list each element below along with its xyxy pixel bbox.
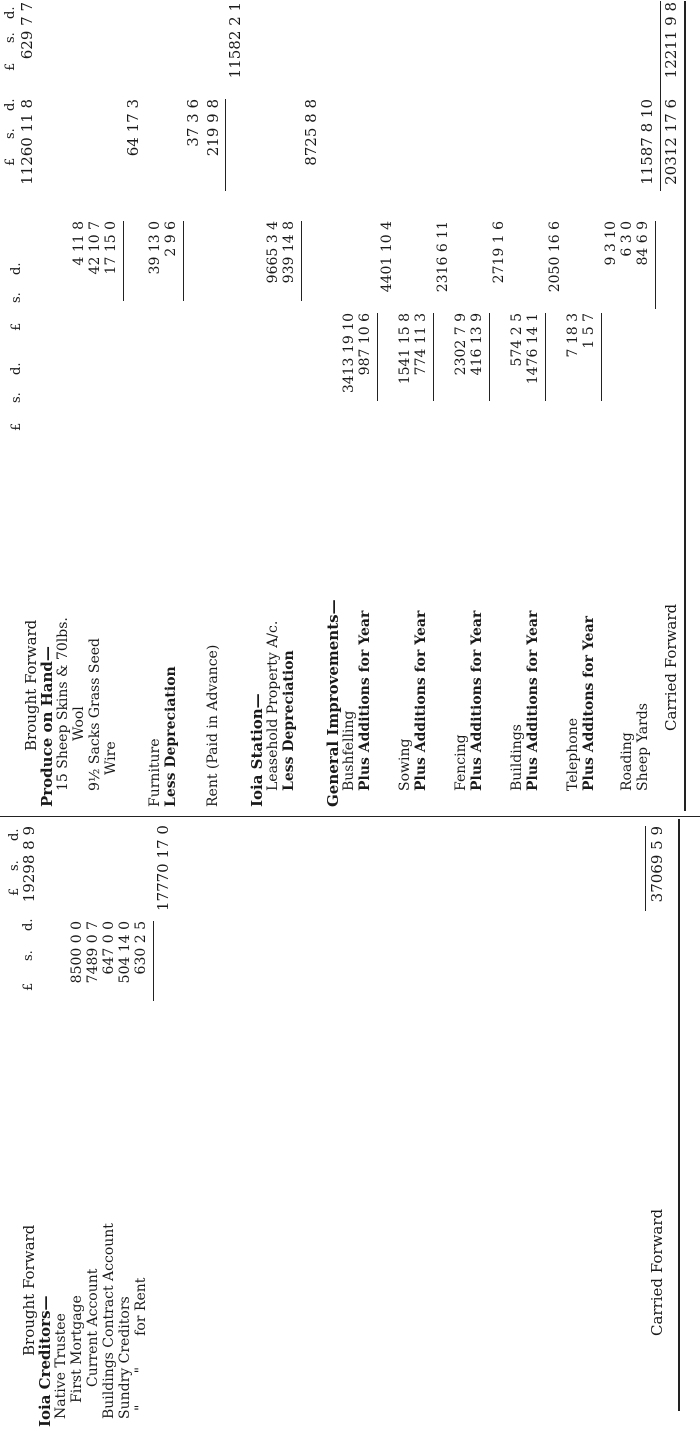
improvement-total: 2050 16 6: [547, 221, 563, 293]
produce-item-label: Wool: [71, 706, 87, 741]
leasehold-label: Leasehold Property A/c.: [265, 620, 281, 791]
station-net: 8725 8 8: [302, 99, 320, 166]
produce-item-amount: 42 10 7: [87, 221, 103, 275]
header-pence-a1: d.: [9, 362, 24, 375]
improvement-plus: 987 10 6: [357, 313, 373, 376]
bottom-rule: [678, 819, 680, 1411]
improvement-base: 574 2 5: [509, 313, 525, 367]
sheep-yards-label: Sheep Yards: [635, 703, 651, 791]
station-heading: Ioia Station—: [248, 693, 266, 807]
roading-label: Roading: [619, 732, 635, 791]
total-rule: [660, 1, 661, 191]
produce-item-amount: 4 11 8: [71, 221, 87, 266]
liability-item-amount: 7489 0 7: [85, 921, 101, 984]
assets-carried-forward-c3: 20312 17 6: [662, 99, 680, 185]
subtotal-rule: [301, 221, 302, 301]
liability-item-amount: 630 2 5: [133, 921, 149, 975]
subtotal-rule: [545, 313, 546, 401]
subtotal-rule: [123, 221, 124, 301]
improvements-heading: General Improvements—: [324, 599, 342, 807]
native-trustee: Native Trustee: [53, 1313, 69, 1419]
sheep-yards-amount: 84 6 9: [635, 221, 651, 266]
improvement-label: Telephone: [565, 717, 581, 791]
header-pence-2: d.: [7, 828, 22, 841]
improvement-plus: 1476 14 1: [525, 313, 541, 385]
improvement-total: 4401 10 4: [379, 221, 395, 293]
liability-item-amount: 647 0 0: [101, 921, 117, 975]
header-shilling-2: s.: [7, 860, 22, 871]
subtotal-rule: [601, 313, 602, 401]
improvement-plus-label: Plus Additons for Year: [581, 615, 597, 791]
rent-amount: 219 9 8: [204, 99, 222, 157]
subtotal-rule: [225, 99, 226, 191]
liability-item-label: Buildings Contract Account: [101, 1223, 117, 1419]
improvement-base: 2302 7 9: [453, 313, 469, 376]
produce-item-amount: 17 15 0: [103, 221, 119, 275]
subtotal-rule: [153, 921, 154, 1001]
liability-item-label: Sundry Creditors: [117, 1296, 133, 1419]
carried-forward-amount: 37069 5 9: [648, 826, 666, 903]
less-depreciation-leasehold: Less Depreciation: [281, 650, 297, 791]
subtotal-rule: [489, 313, 490, 401]
liability-item-label: Current Account: [85, 1268, 101, 1387]
header-pound-a2: £: [9, 322, 24, 331]
assets-brought-forward-c4: 629 7 7: [18, 2, 36, 60]
furniture-depreciation-amount: 2 9 6: [163, 221, 179, 257]
produce-total: 64 17 3: [124, 99, 142, 157]
improvements-total: 11587 8 10: [638, 99, 656, 185]
improvement-plus: 774 11 3: [413, 313, 429, 376]
assets-carried-forward-c4: 12211 9 8: [662, 2, 680, 79]
produce-item-label: 9½ Sacks Grass Seed: [87, 638, 103, 791]
creditors-heading: Ioia Creditors—: [36, 1295, 54, 1427]
less-depreciation-furniture: Less Depreciation: [163, 666, 179, 807]
header-shilling: s.: [21, 950, 36, 961]
assets-brought-forward-c3: 11260 11 8: [18, 99, 36, 185]
subtotal-rule: [377, 313, 378, 401]
improvement-plus: 416 13 9: [469, 313, 485, 376]
subtotal-rule: [183, 221, 184, 301]
improvement-plus-label: Plus Additions for Year: [413, 610, 429, 791]
produce-item-label: 15 Sheep Skins & 70lbs.: [55, 617, 71, 791]
header-pence: d.: [21, 918, 36, 931]
improvement-label: Sowing: [397, 738, 413, 791]
improvement-label: Fencing: [453, 734, 469, 791]
header-pound-a1: £: [9, 422, 24, 431]
leasehold-amount: 9665 3 4: [265, 221, 281, 284]
improvement-total: 9 3 10: [603, 221, 619, 266]
subtotal-rule: [433, 313, 434, 401]
improvement-plus-label: Plus Additions for Year: [469, 610, 485, 791]
improvement-base: 1541 15 8: [397, 313, 413, 385]
header-shilling-a3: s.: [3, 128, 18, 139]
c4-total: 11582 2 1: [226, 2, 244, 79]
header-pence-a4: d.: [3, 6, 18, 19]
furniture-label: Furniture: [147, 738, 163, 807]
improvement-plus-label: Plus Additions for Year: [525, 610, 541, 791]
header-shilling-a1: s.: [9, 392, 24, 403]
header-pence-a2: d.: [9, 262, 24, 275]
header-pound: £: [21, 982, 36, 991]
header-pence-a3: d.: [3, 98, 18, 111]
liability-item-label: " " for Rent: [133, 1277, 149, 1411]
improvement-base: 7 18 3: [565, 313, 581, 358]
liability-item-label: First Mortgage: [69, 1295, 85, 1403]
leasehold-depreciation-amount: 939 14 8: [281, 221, 297, 284]
improvement-total: 2316 6 11: [435, 221, 451, 293]
liability-item-amount: 504 14 0: [117, 921, 133, 984]
assets-carried-forward-label: Carried Forward: [662, 603, 680, 731]
furniture-amount: 39 13 0: [147, 221, 163, 275]
improvement-label: Bushfelling: [341, 710, 357, 791]
improvement-label: Buildings: [509, 724, 525, 791]
produce-item-label: Wire: [103, 741, 119, 775]
brought-forward-amount: 19298 8 9: [20, 826, 38, 903]
total-rule: [645, 826, 646, 911]
column-divider: [0, 816, 700, 817]
bottom-rule: [684, 1, 686, 811]
liability-item-amount: 8500 0 0: [69, 921, 85, 984]
header-shilling-a2: s.: [9, 292, 24, 303]
furniture-net: 37 3 6: [184, 99, 202, 147]
creditors-total: 17770 17 0: [154, 825, 172, 911]
header-shilling-a4: s.: [3, 32, 18, 43]
brought-forward-label: Brought Forward: [20, 1224, 38, 1356]
improvement-total: 2719 1 6: [491, 221, 507, 284]
produce-heading: Produce on Hand—: [38, 646, 56, 807]
improvement-plus: 1 5 7: [581, 313, 597, 349]
header-pound-a4: £: [3, 62, 18, 71]
header-pound-2: £: [7, 887, 22, 896]
assets-brought-forward-label: Brought Forward: [22, 619, 40, 751]
improvement-plus-label: Plus Additions for Year: [357, 610, 373, 791]
improvement-base: 3413 19 10: [341, 313, 357, 394]
roading-amount: 6 3 0: [619, 221, 635, 257]
subtotal-rule: [655, 221, 656, 309]
header-pound-a3: £: [3, 157, 18, 166]
rent-label: Rent (Paid in Advance): [205, 644, 221, 807]
carried-forward-label: Carried Forward: [648, 1208, 666, 1336]
